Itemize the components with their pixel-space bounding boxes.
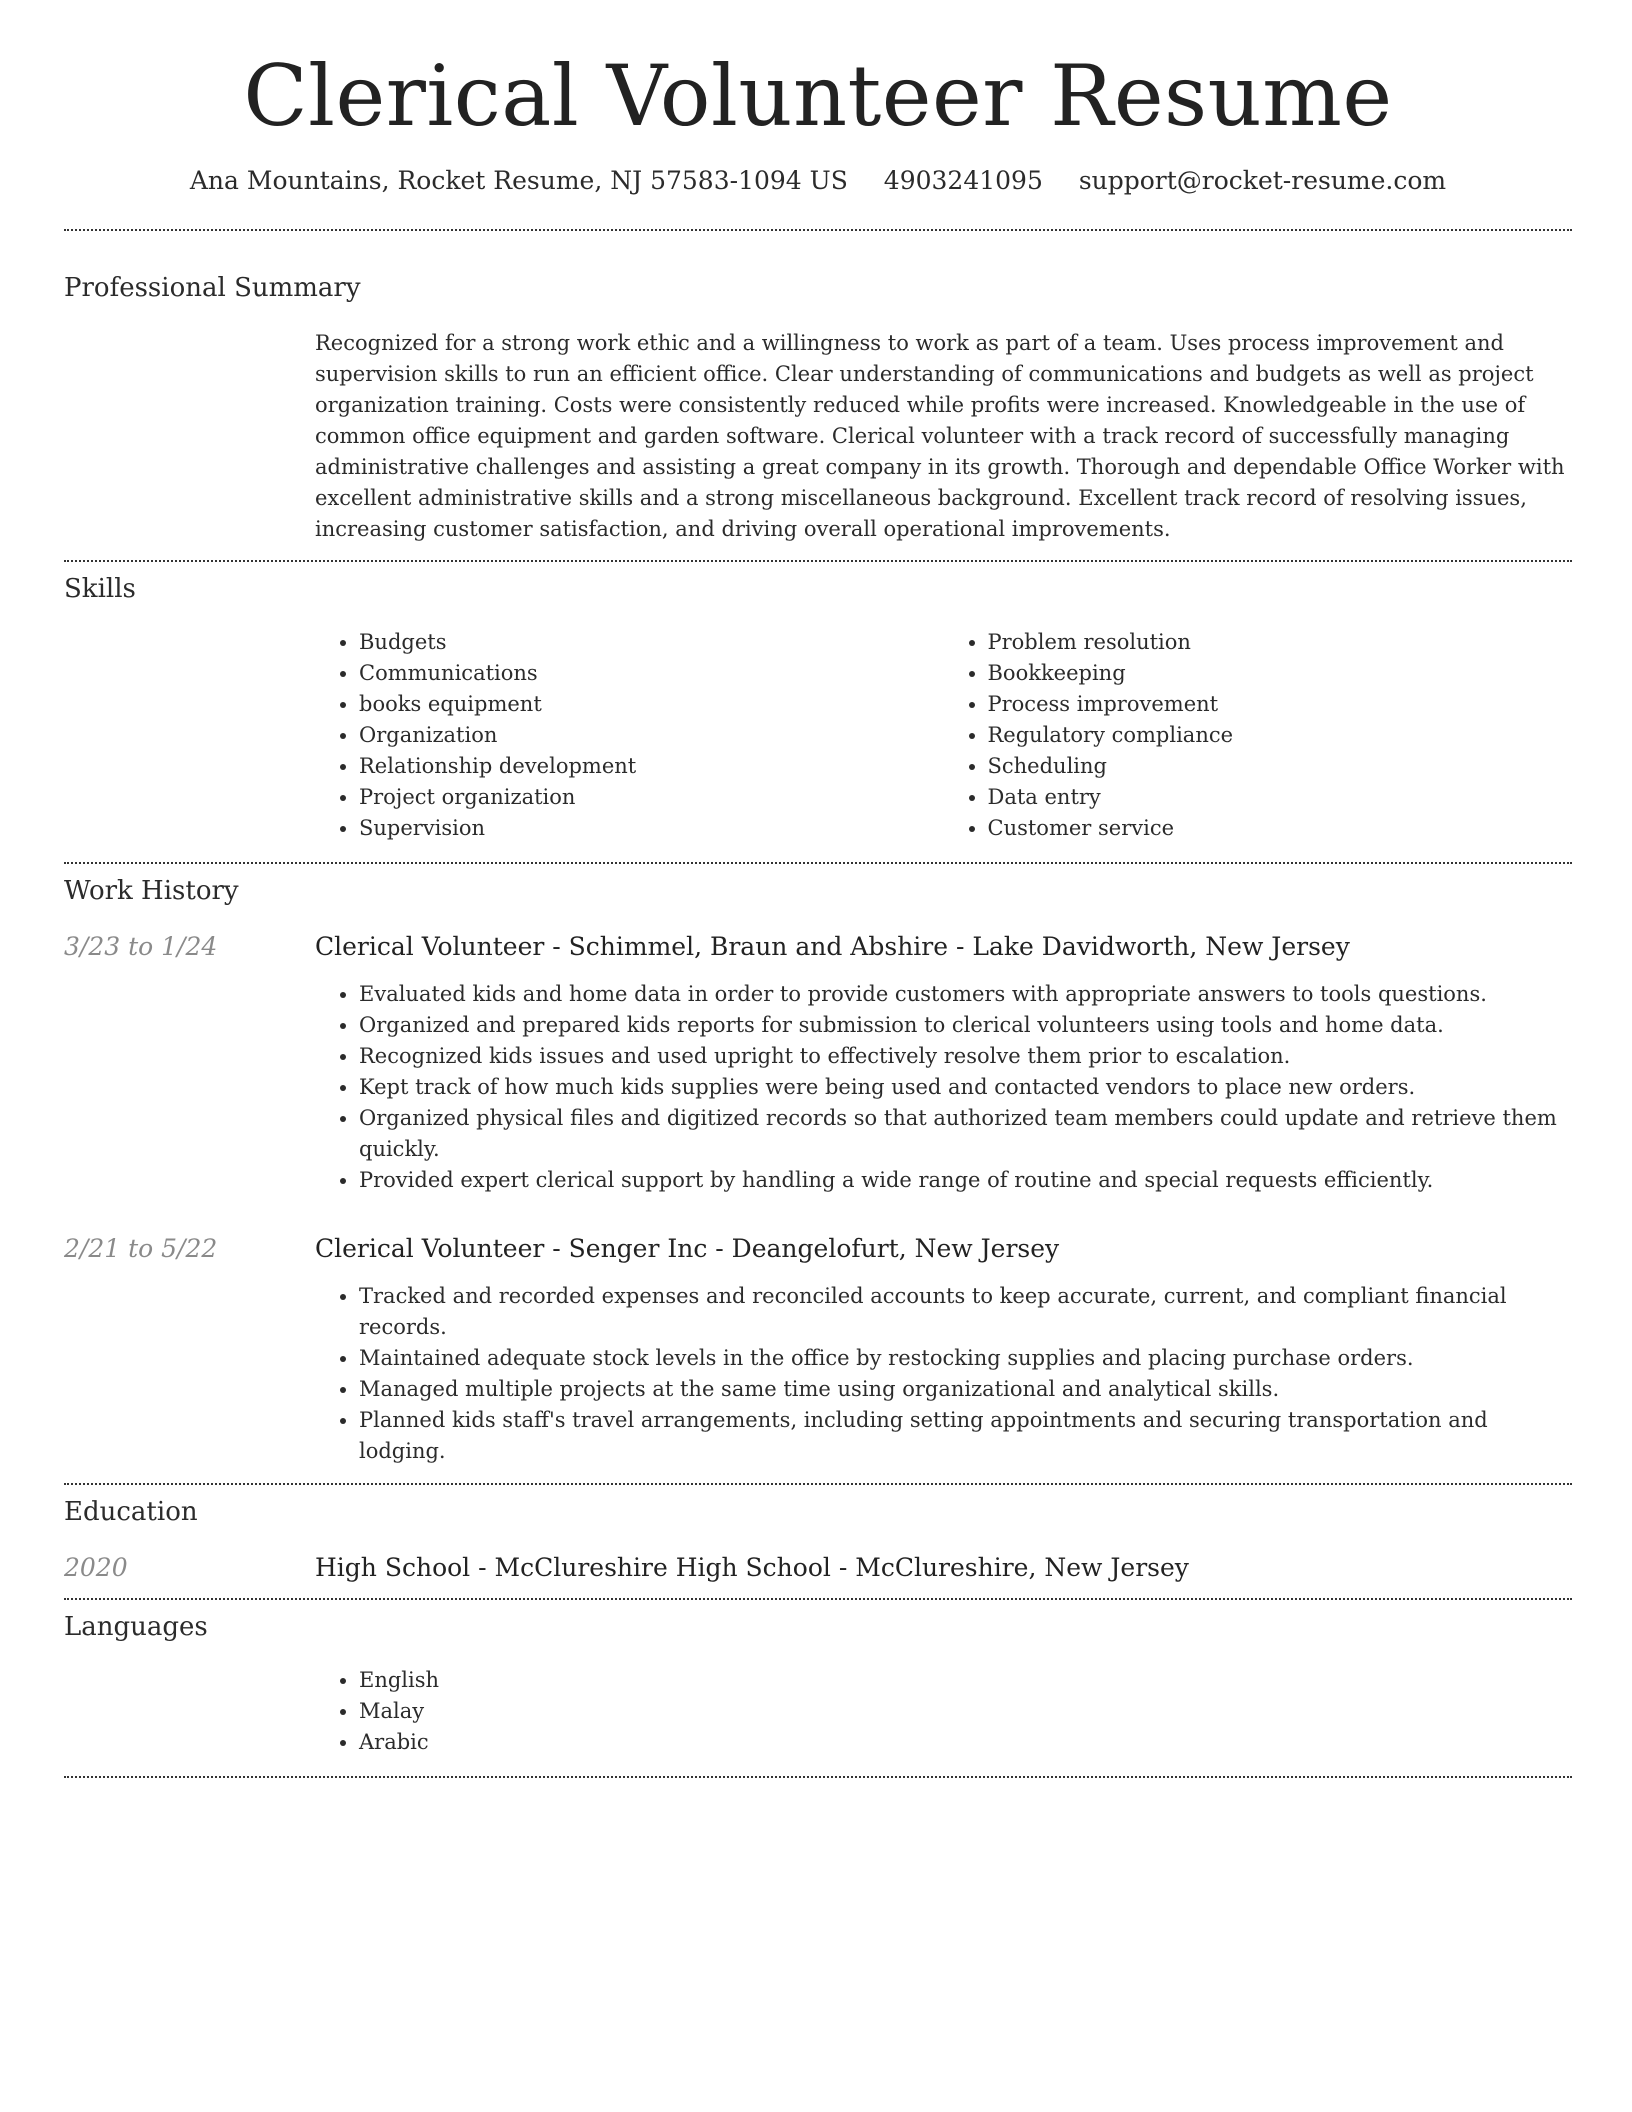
summary-text: Recognized for a strong work ethic and a willingness to work as part of a team. Uses process improvement and supervision skills to run an efficient office. Clear understanding of communications and budgets as well as project organization training. Costs were consistently reduced while profits were increased. Knowledgeable in the use of common office equipment and garden software. Clerical volunteer with a track record of successfully managing administrative challenges and assisting a great company in its growth. Thorough and dependable Office Worker with excellent administrative skills and a strong miscellaneous background. Excellent track record of resolving issues, increasing customer satisfaction, and driving overall operational improvements. xyxy=(315,331,1565,542)
job-bullet: • Evaluated kids and home data in order to provide customers with appropriate answers to tools questions. xyxy=(359,979,1572,1010)
skill-item: • Organization xyxy=(359,720,944,751)
contact-phone: 4903241095 xyxy=(883,166,1043,196)
languages-heading: Languages xyxy=(64,1612,208,1643)
language-item: • Malay xyxy=(359,1696,1572,1727)
contact-email[interactable]: support@rocket-resume.com xyxy=(1078,166,1447,196)
job-bullet: • Recognized kids issues and used upright to effectively resolve them prior to escalation. xyxy=(359,1041,1572,1072)
languages-list xyxy=(315,1665,1572,1758)
divider xyxy=(64,1776,1572,1778)
job-title: Clerical Volunteer - Senger Inc - Deangelofurt, New Jersey xyxy=(315,1234,1060,1264)
skill-item: • Customer service xyxy=(988,813,1573,844)
job-bullet: • Organized physical files and digitized records so that authorized team members could update and retrieve them quickly. xyxy=(359,1103,1572,1165)
skill-item: • Communications xyxy=(359,658,944,689)
job-bullet: • Planned kids staff's travel arrangements, including setting appointments and securing transportation and lodging. xyxy=(359,1405,1572,1467)
job-title: Clerical Volunteer - Schimmel, Braun and Abshire - Lake Davidworth, New Jersey xyxy=(315,932,1350,962)
skill-item: • Bookkeeping xyxy=(988,658,1573,689)
skill-item: • Regulatory compliance xyxy=(988,720,1573,751)
skill-item: • Data entry xyxy=(988,782,1573,813)
skill-item: • books equipment xyxy=(359,689,944,720)
job-entry xyxy=(64,932,1572,1196)
job-bullets xyxy=(315,1281,1572,1467)
job-bullet: • Organized and prepared kids reports for submission to clerical volunteers using tools and home data. xyxy=(359,1010,1572,1041)
languages-section xyxy=(64,1600,1572,1758)
skill-item: • Process improvement xyxy=(988,689,1573,720)
summary-heading: Professional Summary xyxy=(64,273,361,304)
skill-item: • Scheduling xyxy=(988,751,1573,782)
job-dates: 2/21 to 5/22 xyxy=(64,1234,218,1264)
job-bullet: • Kept track of how much kids supplies were being used and contacted vendors to place new orders. xyxy=(359,1072,1572,1103)
skills-list-left xyxy=(315,627,944,844)
education-section xyxy=(64,1485,1572,1582)
work-section xyxy=(64,864,1572,1467)
work-heading: Work History xyxy=(64,876,239,907)
skill-item: • Budgets xyxy=(359,627,944,658)
skills-section xyxy=(64,562,1572,844)
skill-item: • Relationship development xyxy=(359,751,944,782)
job-bullet: • Tracked and recorded expenses and reconciled accounts to keep accurate, current, and compliant financial records. xyxy=(359,1281,1572,1343)
language-item: • English xyxy=(359,1665,1572,1696)
language-item: • Arabic xyxy=(359,1727,1572,1758)
education-heading: Education xyxy=(64,1497,198,1528)
job-bullet: • Maintained adequate stock levels in the office by restocking supplies and placing purchase orders. xyxy=(359,1343,1572,1374)
job-bullet: • Provided expert clerical support by handling a wide range of routine and special requests efficiently. xyxy=(359,1165,1572,1196)
education-date: 2020 xyxy=(64,1553,128,1583)
skills-list-right xyxy=(944,627,1573,844)
skill-item: • Supervision xyxy=(359,813,944,844)
job-entry xyxy=(64,1234,1572,1467)
job-bullet: • Managed multiple projects at the same time using organizational and analytical skills. xyxy=(359,1374,1572,1405)
skill-item: • Project organization xyxy=(359,782,944,813)
education-detail: High School - McClureshire High School - McClureshire, New Jersey xyxy=(315,1553,1189,1583)
job-bullets xyxy=(315,979,1572,1196)
contact-line xyxy=(64,166,1572,195)
summary-section xyxy=(64,231,1572,545)
skills-heading: Skills xyxy=(64,574,136,605)
resume-page xyxy=(64,0,1572,1778)
education-entry xyxy=(64,1553,1572,1582)
resume-title: Clerical Volunteer Resume xyxy=(243,47,1393,145)
contact-address: Ana Mountains, Rocket Resume, NJ 57583-1094 US xyxy=(189,166,848,196)
skill-item: • Problem resolution xyxy=(988,627,1573,658)
job-dates: 3/23 to 1/24 xyxy=(64,932,218,962)
